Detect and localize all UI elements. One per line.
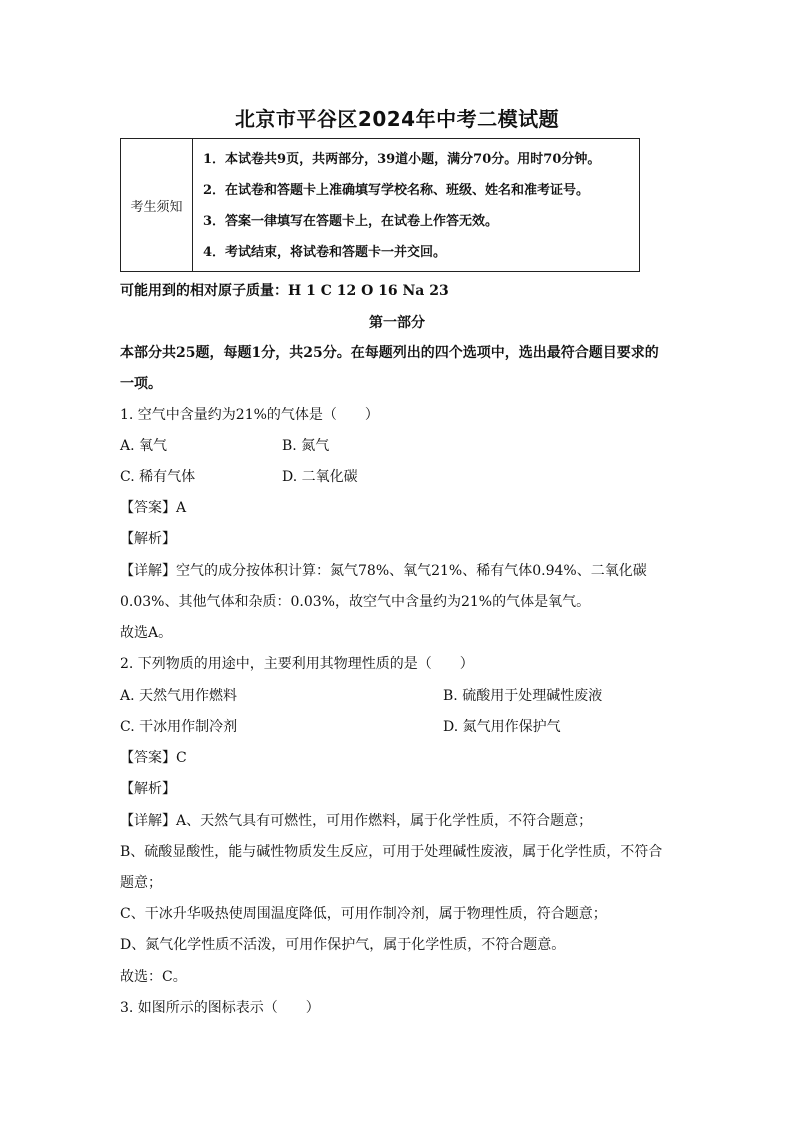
q1-option-a: A. 氧气	[120, 438, 168, 454]
q1-option-d: D. 二氧化碳	[282, 469, 358, 485]
exam-notice-table	[120, 138, 640, 272]
q2-detail-b-cont: 题意；	[120, 875, 162, 891]
q1-detail: 【详解】空气的成分按体积计算：氮气78%、氧气21%、稀有气体0.94%、二氧化碳	[120, 563, 647, 579]
q1-answer: 【答案】A	[120, 500, 187, 516]
q2-detail-c: C、干冰升华吸热使周围温度降低，可用作制冷剂，属于物理性质，符合题意；	[120, 906, 607, 922]
q1-stem: 1. 空气中含量约为21%的气体是（ ）	[120, 407, 379, 423]
q1-option-b: B. 氮气	[282, 438, 330, 454]
q2-option-d: D. 氮气用作保护气	[443, 719, 561, 735]
notice-item: 3．答案一律填写在答题卡上，在试卷上作答无效。	[203, 214, 499, 229]
q2-analysis: 【解析】	[120, 781, 176, 797]
q1-conclusion: 故选A。	[120, 625, 173, 641]
q2-detail-b: B、硫酸显酸性，能与碱性物质发生反应，可用于处理碱性废液，属于化学性质，不符合	[120, 844, 663, 860]
notice-item: 4．考试结束，将试卷和答题卡一并交回。	[203, 245, 447, 260]
notice-item: 1．本试卷共9页，共两部分，39道小题，满分70分。用时70分钟。	[203, 152, 601, 167]
q2-option-b: B. 硫酸用于处理碱性废液	[443, 688, 603, 704]
q2-answer: 【答案】C	[120, 750, 187, 766]
page-title: 北京市平谷区2024年中考二模试题	[234, 107, 560, 131]
part-one-instruction: 本部分共25题，每题1分，共25分。在每题列出的四个选项中，选出最符合题目要求的	[120, 345, 659, 361]
q2-detail: 【详解】A、天然气具有可燃性，可用作燃料，属于化学性质，不符合题意；	[120, 813, 593, 829]
notice-item: 2．在试卷和答题卡上准确填写学校名称、班级、姓名和准考证号。	[203, 183, 590, 198]
atomic-masses: 可能用到的相对原子质量：H 1 C 12 O 16 Na 23	[120, 283, 449, 299]
q2-option-a: A. 天然气用作燃料	[120, 688, 238, 704]
notice-items	[193, 139, 640, 272]
part-one-instruction-cont: 一项。	[120, 376, 162, 392]
q2-stem: 2. 下列物质的用途中，主要利用其物理性质的是（ ）	[120, 656, 474, 672]
part-one-heading: 第一部分	[369, 315, 425, 331]
q3-stem: 3. 如图所示的图标表示（ ）	[120, 1000, 320, 1016]
q1-option-c: C. 稀有气体	[120, 469, 196, 485]
q2-conclusion: 故选：C。	[120, 969, 187, 985]
notice-label: 考生须知	[121, 139, 193, 272]
q2-option-c: C. 干冰用作制冷剂	[120, 719, 238, 735]
q1-detail-cont: 0.03%、其他气体和杂质：0.03%，故空气中含量约为21%的气体是氧气。	[120, 594, 591, 610]
q2-detail-d: D、氮气化学性质不活泼，可用作保护气，属于化学性质，不符合题意。	[120, 937, 566, 953]
q1-analysis: 【解析】	[120, 531, 176, 547]
